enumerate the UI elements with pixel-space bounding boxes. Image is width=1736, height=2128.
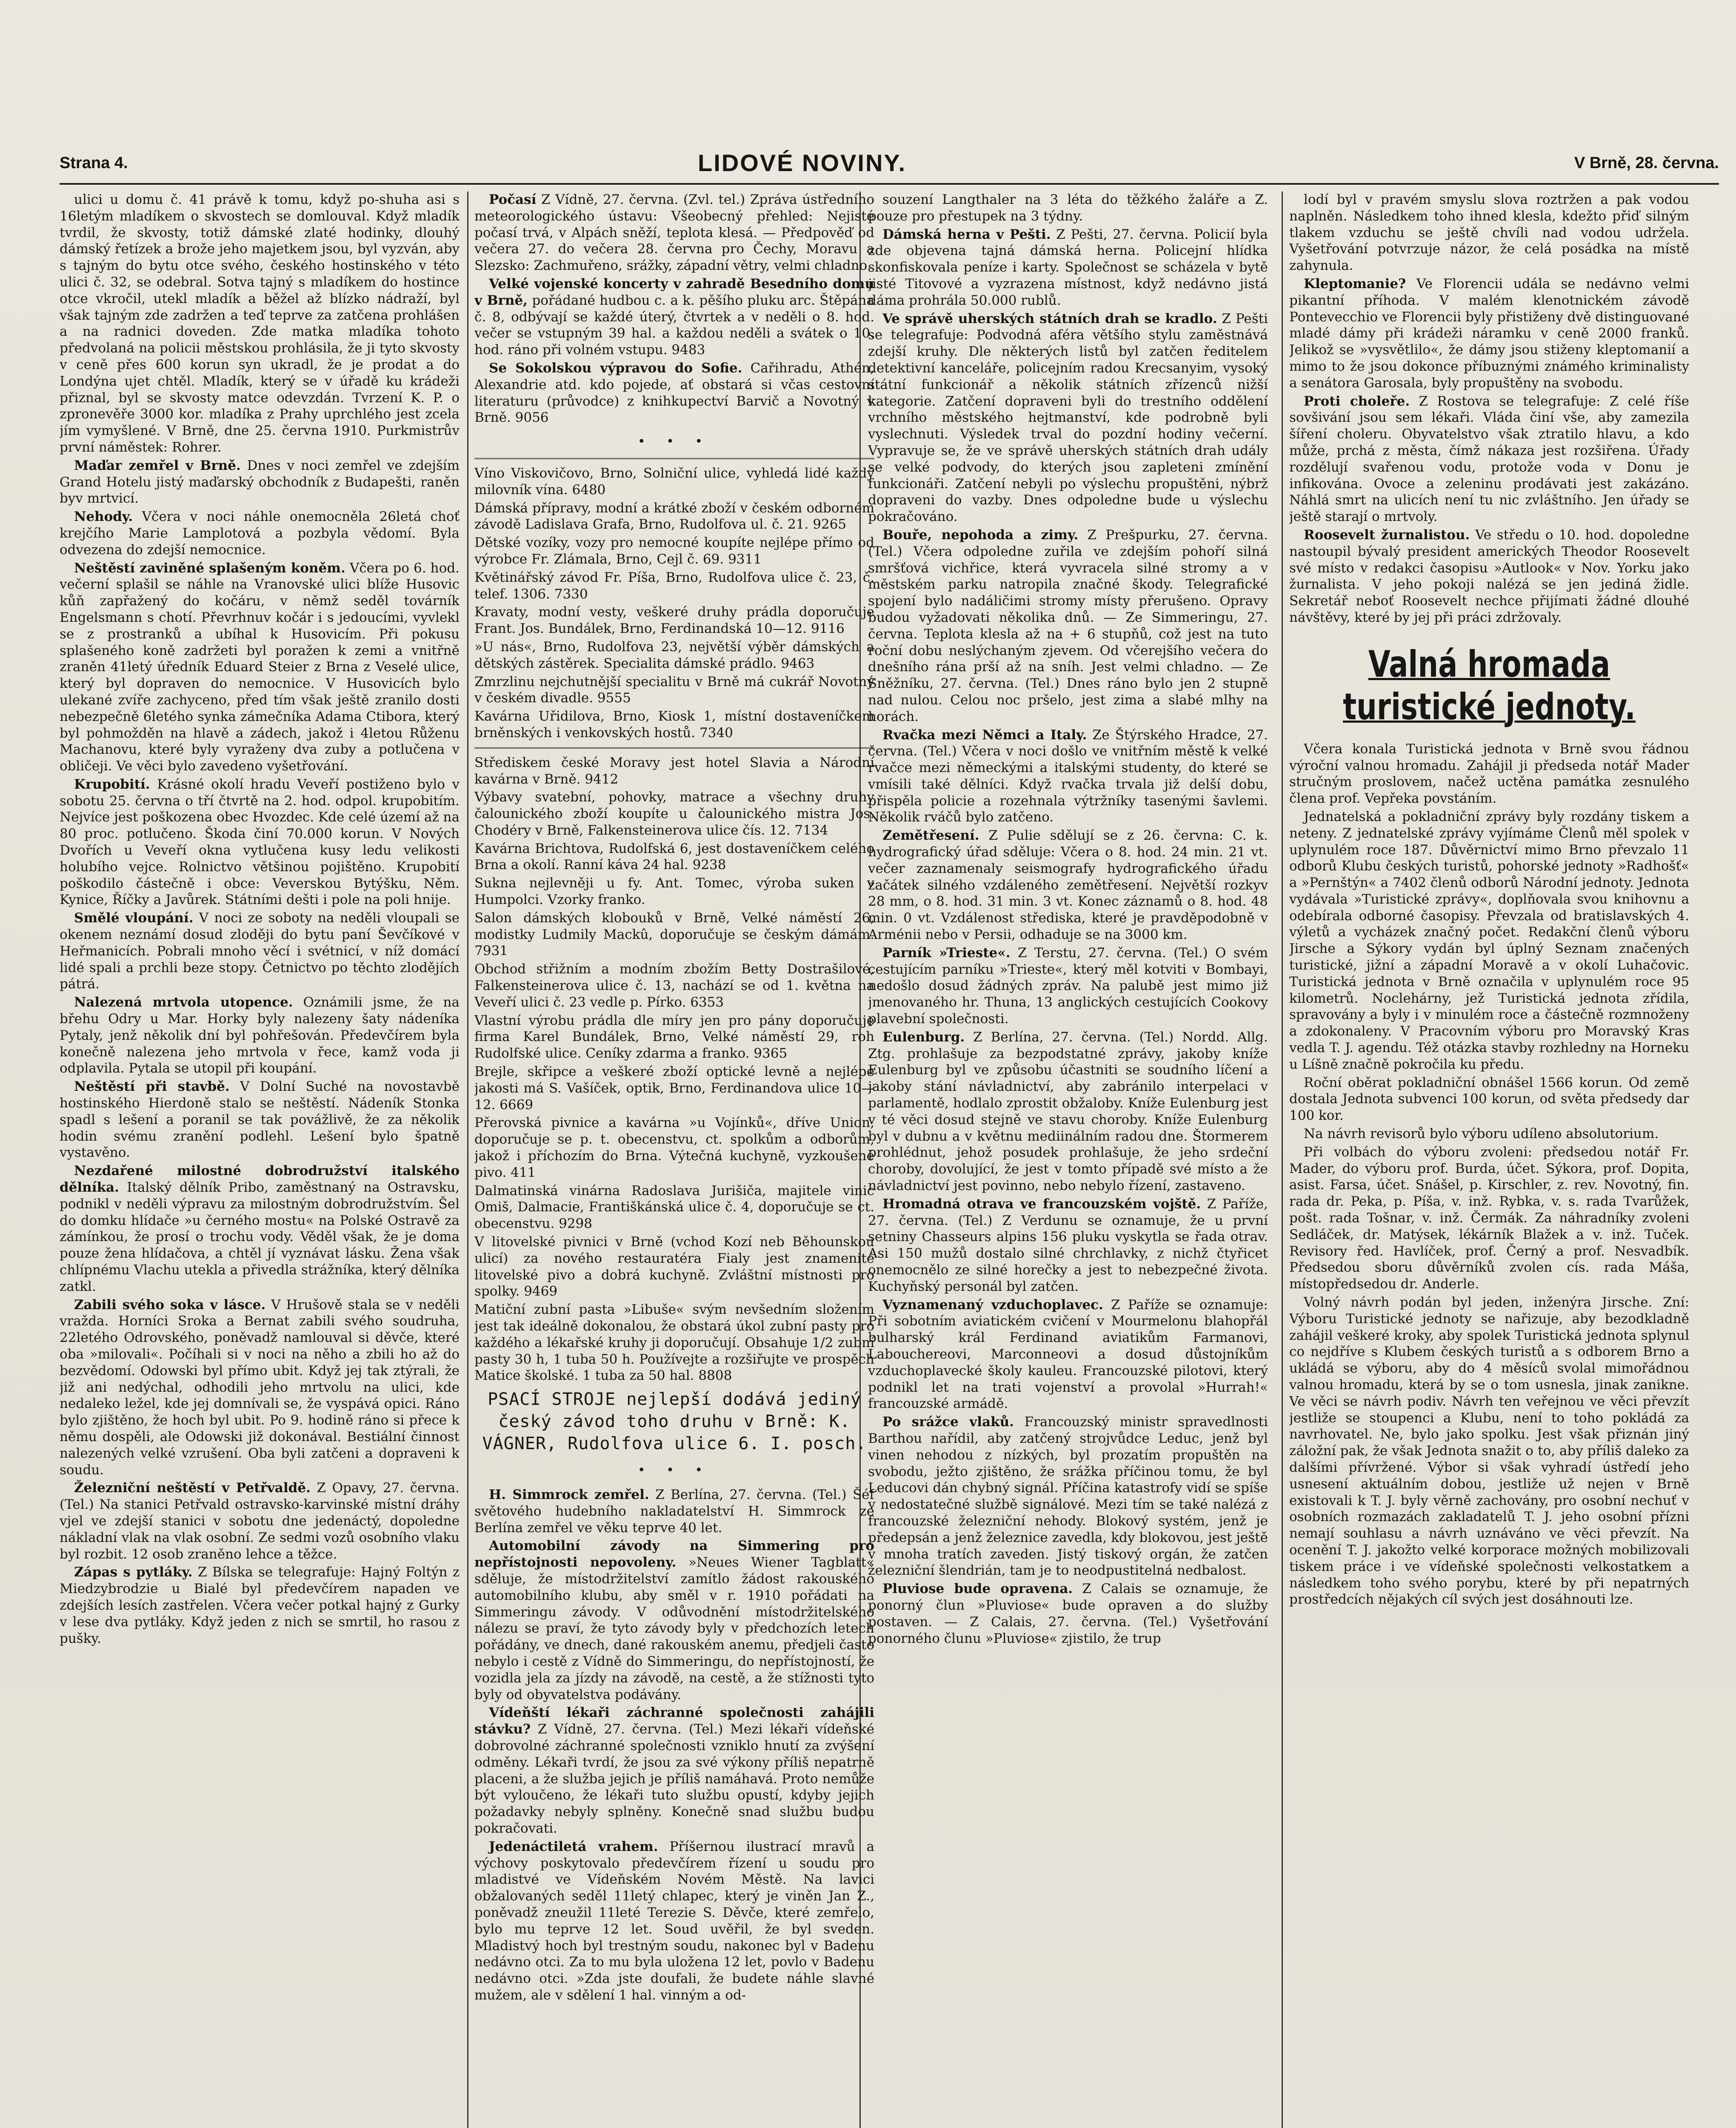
news-heading: Ve správě uherských státních drah se kradlo.	[882, 311, 1217, 326]
news-item	[868, 945, 1268, 1027]
news-text: Z Vídně, 27. června. (Tel.) Mezi lékaři vídeňské dobrovolné záchranné společnosti vzniklo hnutí za zvýšení odměny. Lékaři tvrdí, že jsou za své výkony příliš nepatrně placeni, a že služba jejich je příliš namáhavá. Proto nemůže být vyloučeno, že lékaři tuto službu opustí, kdyby jejich požadavky nebyly splněny. Konečně snad službu budou pokračovati.	[474, 1722, 874, 1836]
news-heading: Nezdařené milostné dobrodružství italského dělníka.	[60, 1163, 460, 1196]
column-4	[1289, 192, 1689, 2128]
news-text: Z Rostova se telegrafuje: Z celé říše sovšivání jsou sem lékaři. Vláda činí vše, aby zamezila šíření choleru. Obyvatelstvo však ztratilo hlavu, a kdo může, prchá z města, čímž nákaza jest rozšiřena. Úřady rozdělují svařenou vodu, protože voda v Donu je infikována. Ovoce a zeleninu prodávati jest zakázáno. Náhlá smrt na ulicích není tu nic zvláštního. Jen úřady se ještě starají o mrtvoly.	[1289, 393, 1689, 525]
news-item	[868, 226, 1268, 309]
news-text: Ve Florencii udála se nedávno velmi pikantní příhoda. V malém klenotnickém závodě Pontevecchio ve Florencii byly přistiženy dvě distinguované mladé dámy při krádeži náramku v ceně 2000 franků. Jelikož se »vysvětlilo«, že dámy jsou stiženy kleptomanií a mimo to že jsou dokonce příbuznými známého kriminalisty a senátora Garosala, byly propuštěny na svobodu.	[1289, 276, 1689, 391]
rule-line	[474, 458, 874, 459]
news-item	[60, 1564, 460, 1647]
column-divider	[1282, 192, 1283, 2128]
news-text: Z Paříže, 27. června. (Tel.) Z Verdunu se oznamuje, že u první setniny Chasseurs alpins 156 pluku vyskytla se řada otrav. Asi 150 mužů dostalo silné chrchlavky, z nichž čtyřicet onemocnělo ze silné horečky a jest to nebezpečné života. Kuchyňský personál byl zatčen.	[868, 1196, 1268, 1294]
news-text: Italský dělník Pribo, zaměstnaný na Ostravsku, podnikl v neděli výpravu za milostným dobrodružstvím. Šel do domku hlídače »u černého mostu« na Polské Ostravě za zámínkou, že prosí o trochu vody. Věděl však, že je doma pouze žena hlídačova, a chtěl jí vyznávat lásku. Žena však chlípnému Vlachu utekla a přivedla strážníka, který dělníka zatkl.	[60, 1180, 460, 1294]
ad-item: Zmrzlinu nejchutnější specialitu v Brně má cukrář Novotný v českém divadle. 9555	[474, 674, 874, 706]
ad-item: Květinářský závod Fr. Píša, Brno, Rudolfova ulice č. 23, č. telef. 1306. 7330	[474, 569, 874, 602]
news-heading: H. Simmrock zemřel.	[489, 1487, 649, 1502]
news-text: Ve středu o 10. hod. dopoledne nastoupil bývalý president amerických Theodor Roosevelt své místo v redakci časopisu »Autlook« v Nov. Yorku jako žurnalista. V jeho pokoji nalézá se jen jediná židle. Sekretář neboť Roosevelt nechce přijímati žádné dlouhé návštěvy, které by jej při práci zdržovaly.	[1289, 527, 1689, 625]
news-text: »Neues Wiener Tagblatt« sděluje, že místodržitelství zamítlo žádost rakouského automobilního klubu, aby směl v r. 1910 pořádati na Simmeringu závody. V odůvodnění místodržitelského nálezu se praví, že tyto závody byly v předchozích letech pořádány, ve dnech, dané rakouském anemu, předjeli často nebylo i cestě z Vídně do Simmeringu, do nepřístojností, že vozidla jela za jízdy na závodě, na cestě, a že stížnosti tyto byly od obyvatelstva podávány.	[474, 1555, 874, 1702]
news-item	[1289, 276, 1689, 392]
news-item	[60, 910, 460, 992]
news-item	[60, 1480, 460, 1562]
ad-item: Obchod střižním a modním zbožím Betty Dostrašilové, Falkensteinerova ulice č. 13, nachází se od 1. května na Veveří ulici č. 23 vedle p. Pírko. 6353	[474, 961, 874, 1010]
rule-line	[474, 747, 874, 749]
classified-ads	[474, 465, 874, 1455]
news-heading: Proti choleře.	[1304, 393, 1410, 409]
news-text: Včera po 6. hod. večerní splašil se náhle na Vranovské ulici blíže Husovic kůň zapřažený do kočáru, v němž seděl továrník Engelsmann s chotí. Převrhnuv kočár i s jedoucími, vyvlekl se z prostranků a ubíhal k Husovicím. Při pokusu splašeného koně zadržeti byl poražen k zemi a vnitřně zraněn 41letý úředník Eduard Steier z Brna z Veselé ulice, který byl dopraven do nemocnice. V Husovicích bylo ulekané zvíře zachyceno, před tím však ještě zranilo dosti nebezpečně 6letého synka zámečníka Adama Ctibora, který byl pohmožděn na hlavě a zádech, jakož i 4letou Růženu Machanovu, které byly vyraženy dva zuby a potlučena v obličeji. Ve věci bylo zavedeno vyšetřování.	[60, 560, 460, 774]
article-paragraph: Včera konala Turistická jednota v Brně svou řádnou výroční valnou hromadu. Zahájil ji předseda notář Mader stručným proslovem, načež uctěna památka zesnulého člena prof. Vepřeka povstáním.	[1289, 741, 1689, 807]
ad-item: Dětské vozíky, vozy pro nemocné koupíte nejlépe přímo od výrobce Fr. Zlámala, Brno, Cejl č. 69. 9311	[474, 535, 874, 567]
article-headline	[1333, 643, 1645, 728]
news-item	[474, 192, 874, 274]
news-heading: Pluviose bude opravena.	[882, 1581, 1073, 1597]
news-item	[474, 1538, 874, 1703]
news-item	[60, 1297, 460, 1479]
news-item	[868, 1196, 1268, 1295]
typewriter-ad: PSACÍ STROJE nejlepší dodává jediný český závod toho druhu v Brně: K. VÁGNER, Rudolfova ulice 6. I. posch.	[482, 1390, 867, 1454]
news-item	[60, 560, 460, 775]
ad-item: Vlastní výrobu prádla dle míry jen pro pány doporučuje firma Karel Bundálek, Brno, Velké náměstí 29, roh Rudolfské ulice. Ceníky zdarma a franko. 9365	[474, 1013, 874, 1061]
page-number: Strana 4.	[60, 154, 128, 172]
news-heading: Neštěstí zaviněné splašeným koněm.	[74, 560, 345, 576]
news-heading: Nalezená mrtvola utopence.	[74, 995, 293, 1010]
news-item	[868, 527, 1268, 725]
news-heading: Velké vojenské koncerty v zahradě Besedního domu v Brně,	[474, 276, 874, 308]
news-item	[474, 1705, 874, 1836]
article-paragraph: ulici u domu č. 41 právě k tomu, když po-shuha asi s 16letým mladíkem o skvostech se domlouval. Když mladík tvrdil, že skvosty, totiž dámské zlaté hodinky, dlouhý dámský řetízek a brože jeho majetkem jsou, byl vyzván, aby s tajným do bytu otce svého, českého hostinského v této ulici č. 32, se odebral. Sotva tajný s mladíkem do hostince otce vkročil, utekl mladík a běžel až blízko nádraží, byl však tajným zde zadržen a teď teprve za zatčena prohlášen a na radnici doveden. Zde matka mladíka tohoto předvolaná na policii městskou prohlásila, že ji tyto skvosty v ceně přes 600 korun syn ukradl, že je prodat a do Londýna ujet chtěl. Mladík, který se v úřadě ku krádeži přiznal, byl se skvosty matce odevzdán. Tvrzení K. P. o zpronevěře 3000 kor. mladíka z Prahy uprchlého jest zcela jím vymyšlené. V Brně, dne 25. června 1910. Purkmistrův první náměstek: Rohrer.	[60, 192, 460, 455]
news-heading: Krupobití.	[74, 776, 150, 792]
news-text: Oznámili jsme, že na břehu Odry u Mar. Horky byly nalezeny šaty nádeníka Pytaly, jenž několik dní byl pohřešován. Předevčírem byla konečně nalezena jeho mrtvola v řece, kamž voda ji odplavila. Pytala se utopil při koupání.	[60, 995, 460, 1076]
news-text: Krásné okolí hradu Veveří postiženo bylo v sobotu 25. června o tří čtvrtě na 2. hod. odpol. krupobitím. Nejvíce jest poškozena obec Hvozdec. Kde celé území až na 80 proc. potlučeno. Škoda činí 70.000 korun. V Nových Dvořích u Veveří okna vytlučena kusy ledu velikosti holubího vejce. Rolnictvo většinou pojištěno. Krupobití poškodilo částečně i obce: Veverskou Bytýšku, Něm. Kynice, Říčky a Javůrek. Státními dešti i pole na poli hnije.	[60, 776, 460, 908]
column-1	[60, 192, 460, 2128]
news-item	[60, 994, 460, 1077]
news-text: Z Terstu, 27. června. (Tel.) O svém cestujícím parníku »Trieste«, který měl kotviti v Bombayi, nedošlo dosud žádných zpráv. Na palubě jest mimo již jmenovaného hr. Thuna, 13 anglických cestujících Cookovy plavební společnosti.	[868, 945, 1268, 1027]
news-heading: Maďar zemřel v Brně.	[74, 458, 241, 473]
news-item	[474, 1839, 874, 2004]
news-heading: Roosevelt žurnalistou.	[1304, 527, 1470, 543]
news-text: V Hrušově stala se v neděli vražda. Horníci Sroka a Bernat zabili svého soudruha, 22letého Odrovského, poněvadž namlouval si děvče, které oba »milovali«. Počíhali si v noci na něho a zbili ho až do bezvědomí. Odowski byl přímo ubit. Když jej tak ztýrali, že již ani nedýchal, odhodili jeho mrtvolu na ulici, kde nedaleko ležel, kde jej domnívali se, že vyspává opici. Ráno bylo zjištěno, že hoch byl ubit. Po 9. hodině ráno si přece k němu dospěli, ale Odowski již dokonával. Bestiální činnost nalezených velké vzrušení. Oba byli zatčeni a dopraveni k soudu.	[60, 1297, 460, 1478]
news-text: Z Pulie sdělují se z 26. června: C. k. hydrografický úřad sděluje: Včera o 8. hod. 24 min. 21 vt. večer zaznamenaly seismografy hydrografického úřadu začátek silného vzdáleného zemětřesení. Největší rozkyv 28 mm, o 8. hod. 31 min. 3 vt. Konec záznamů o 8. hod. 48 min. 0 vt. Vzdálenost střediska, které je pravděpodobně v Arménii nebo v Persii, odhaduje se na 3000 km.	[868, 828, 1268, 943]
news-text: Z Bílska se telegrafuje: Hajný Foltýn z Miedzybrodzie u Bialé byl předevčírem napaden ve zdejších lesích zastřelen. Včera večer potkal hajný z Gurky v lese dva pytláky. Když jeden z nich se smrtil, ho rasou z pušky.	[60, 1565, 460, 1646]
news-heading: Neštěstí při stavbě.	[74, 1079, 230, 1095]
news-text: Z Vídně, 27. června. (Zvl. tel.) Zpráva ústředního meteorologického ústavu: Všeobecný přehled: Nejisté počasí trvá, v Alpách sněží, teplota klesá. — Předpověď od večera 27. do večera 28. června pro Čechy, Moravu a Slezsko: Zachmuřeno, srážky, západní větry, velmi chladno.	[474, 192, 874, 274]
news-item	[1289, 393, 1689, 525]
news-text: Z Paříže se oznamuje: Při sobotním aviatickém cvičení v Mourmelonu blahopřál bulharský král Ferdinand aviatikům Farmanovi, Labouchereovi, Marconneovi a dosud důstojníkům vzduchoplavecké školy kauleu. Francouzské pilotovi, který podnikl let na trati vojenství a provolal »Hurrah!« francouzské armádě.	[868, 1297, 1268, 1412]
article-paragraph: souzení Langthaler na 3 léta do těžkého žaláře a Z. pouze pro přestupek na 3 týdny.	[868, 192, 1268, 224]
ad-item: Dámská přípravy, modní a krátké zboží v českém odborném závodě Ladislava Grafa, Brno, Rudolfova ul. č. 21. 9265	[474, 500, 874, 532]
ad-item: Výbavy svatební, pohovky, matrace a všechny druhy čalounického zboží koupíte u čalounického mistra Jos. Chodéry v Brně, Falkensteinerova ulice čís. 12. 7134	[474, 789, 874, 838]
ad-item: Salon dámských klobouků v Brně, Velké náměstí 26, modistky Ludmily Mackû, doporučuje se českým dámám. 7931	[474, 910, 874, 959]
article-paragraph: Na návrh revisorů bylo výboru udíleno absolutorium.	[1304, 1126, 1659, 1142]
news-item	[60, 1163, 460, 1295]
news-item	[60, 776, 460, 908]
news-item	[474, 1487, 874, 1536]
ad-item: »U nás«, Brno, Rudolfova 23, největší výběr dámských a dětských zástěrek. Specialita dámské prádlo. 9463	[474, 639, 874, 671]
news-heading: Zemětřesení.	[882, 828, 979, 844]
news-item	[868, 1581, 1268, 1647]
news-item	[60, 458, 460, 507]
ad-item: Dalmatinská vinárna Radoslava Jurišiča, majitele vinic Omiš, Dalmacie, Františkánská ulice č. 4, doporučuje se ct. obecenstvu. 9298	[474, 1183, 874, 1232]
news-item	[868, 1029, 1268, 1194]
news-text: Dnes v noci zemřel ve zdejším Grand Hotelu jistý maďarský obchodník z Budapešti, raněn byv mrtvicí.	[60, 458, 460, 506]
article-paragraph: Při volbách do výboru zvoleni: předsedou notář Fr. Mader, do výboru prof. Burda, účet. Sýkora, prof. Dopita, asist. Farsa, účet. Snášel, p. Kirschler, z. rev. Novotný, fin. rada dr. Peka, p. Píša, v. inž. Rybka, v. s. rada Tvarůžek, pošt. rada Tošnar, v. inž. Čermák. Za náhradníky zvoleni Sedláček, dr. Matýsek, lékárník Blažek a v. inž. Tuček. Revisory řed. Havlíček, prof. Černý a prof. Nesvadbík. Předsedou sboru důvěrníků zvolen cís. rada Máša, místopředsedou dr. Anderle.	[1289, 1144, 1689, 1292]
headline-text: Valná hromada turistické jednoty.	[1343, 643, 1636, 728]
news-item	[868, 1297, 1268, 1413]
ad-item: Kavárna Uřidilova, Brno, Kiosk 1, místní dostaveníčkem brněnských i venkovských hostů. 7340	[474, 709, 874, 741]
news-text: Včera v noci náhle onemocněla 26letá choť krejčího Marie Lamplotová a pozbyla vědomí. Byla odvezena do zdejší nemocnice.	[60, 509, 460, 558]
news-text: Z Calais se oznamuje, že ponorný člun »Pluviose« bude opraven a do služby postaven. — Z Calais, 27. června. (Tel.) Vyšetřování ponorného člunu »Pluviose« zjistilo, že trup	[868, 1581, 1268, 1646]
news-text: Z Berlína, 27. června. (Tel.) Nordd. Allg. Ztg. prohlašuje za bezpodstatné zprávy, jakoby kníže Eulenburg byl ve způsobu účastniti se soudního líčení a jakoby stání návladnictví, aby zabránilo interpelaci v parlamentě, hodlalo zprostit obžaloby. Kníže Eulenburg jest v té věci dosud stejně ve stavu choroby. Kníže Eulenburg byl v dubnu a v květnu mediinálním radou dne. Štormerem prohlédnut, jehož posudek prohlašuje, že jeho srdeční choroby, dovolující, že jest v tomto případě své místo a že návladnictví jest povinno, nebo nebylo řízení, zastaveno.	[868, 1029, 1268, 1194]
news-text: V Dolní Suché na novostavbě hostinského Hierdoně stalo se neštěstí. Nádeník Stonka spadl s lešení a poranil se tak povážlivě, že za několik hodin svému zranění podlehl. Lešení bylo špatně vystavěno.	[60, 1079, 460, 1161]
issue-date: V Brně, 28. června.	[1574, 154, 1719, 172]
ad-item: Brejle, skřipce a veškeré zboží optické levně a nejlépe jakosti má S. Vašíček, optik, Brno, Ferdinandova ulice 10—12. 6669	[474, 1064, 874, 1113]
news-item	[60, 1078, 460, 1161]
news-heading: Eulenburg.	[882, 1029, 965, 1045]
news-heading: Dámská herna v Pešti.	[882, 226, 1051, 242]
news-item	[868, 827, 1268, 943]
news-text: Z Pešti se telegrafuje: Podvodná aféra většího stylu zaměstnává zdejší kruhy. Dle některých listů byl zatčen ředitelem detektivní kanceláře, policejním radou Krecsanyim, vysoký státní funkcionář a několik státních zřízenců nižší kategorie. Zatčení dopraveni byli do trestního oddělení vrchního městského hejtmanství, kde podrobně byli vyslechnuti. Výsledek trval do pozdní hodiny večerní. Vypravuje se, že ve správě uherských státních drah udály se velké podvody, do kterých jsou zapleteni zmínění funkcionáři. Zatčení nebyli po výslechu propuštěni, nýbrž dopraveni do vazby. Dnes odpoledne bude u výslechu pokračováno.	[868, 311, 1268, 525]
ad-item: Přerovská pivnice a kavárna »u Vojínků«, dříve Union, doporučuje se p. t. obecenstvu, ct. spolkům a odborům, jakož i příchozím do Brna. Výtečná kuchyně, vyzkoušené pivo. 411	[474, 1115, 874, 1180]
masthead-title: LIDOVÉ NOVINY.	[698, 149, 907, 176]
news-heading: Jedenáctiletá vrahem.	[489, 1839, 658, 1854]
column-2	[474, 192, 874, 2128]
news-heading: Železniční neštěstí v Petřvaldě.	[74, 1480, 311, 1496]
ad-item: V litovelské pivnici v Brně (vchod Kozí neb Běhounskou ulicí) za nového restauratéra Fialy jest znamenité litovelské pivo a dobrá kuchyně. Zvláštní místnosti pro spolky. 9469	[474, 1234, 874, 1299]
column-3	[868, 192, 1268, 2128]
news-text: Z Opavy, 27. června. (Tel.) Na stanici Petřvald ostravsko-karvinské místní dráhy vjel ve zdejší stanici v sobotu dne jedenáctý, dopoledne nákladní vlak na vlak osobní. Ze sedmi vozů osobního vlaku byl rozbit. 12 osob zraněno lehce a těžce.	[60, 1480, 460, 1562]
section-separator: • • •	[637, 1463, 711, 1478]
column-divider	[467, 192, 468, 2128]
news-heading: Parník »Trieste«.	[882, 945, 1011, 961]
news-item	[60, 509, 460, 558]
news-heading: Rvačka mezi Němci a Italy.	[882, 727, 1087, 743]
section-separator: • • •	[637, 434, 711, 449]
news-item	[868, 727, 1268, 826]
ad-item: Víno Viskovičovo, Brno, Solniční ulice, vyhledá lidé každý milovník vína. 6480	[474, 465, 874, 498]
news-item	[868, 1414, 1268, 1579]
ad-item: Střediskem české Moravy jest hotel Slavia a Národní kavárna v Brně. 9412	[474, 755, 874, 787]
news-heading: Nehody.	[74, 509, 133, 525]
page-header	[60, 149, 1719, 185]
ad-item: Matiční zubní pasta »Libuše« svým nevšedním složením jest tak ideálně dokonalou, že obstará úkol zubní pasty pro každého a lékařské kruhy ji doporučují. Obsahuje 1/2 zubní pasty 30 h, 1 tuba 50 h. Používejte a rozšiřujte ve prospěch Matice školské. 1 tuba za 50 hal. 8808	[474, 1302, 874, 1384]
news-heading: Bouře, nepohoda a zimy.	[882, 527, 1079, 543]
news-text: V noci ze soboty na neděli vloupali se okenem neznámí dosud zloději do bytu paní Ševčíkové v Heřmanicích. Pobrali mnoho věcí i svétnicí, v níž domácí lidé spali a prchli beze stopy. Četnictvo po těchto zlodějích pátrá.	[60, 910, 460, 992]
article-paragraph: lodí byl v pravém smyslu slova roztržen a pak vodou naplněn. Následkem toho ihned klesla, kdežto přiď silným tlakem vzduchu se ještě chvíli nad vodou udržela. Vyšetřování potvrzuje názor, že celá posádka na místě zahynula.	[1289, 192, 1689, 274]
news-text: Z Pešti, 27. června. Policií byla zde objevena tajná dámská herna. Policejní hlídka skonfiskovala peníze i karty. Společnost se scházela v bytě jisté Titovové a vyzrazena místnost, když nedávno jistá dáma prohrála 50.000 rublů.	[868, 226, 1268, 308]
news-heading: Počasí	[489, 192, 537, 207]
news-heading: Automobilní závody na Simmering pro nepřístojnosti nepovoleny.	[474, 1538, 874, 1570]
article-paragraph: Volný návrh podán byl jeden, inženýra Jirsche. Zní: Výboru Turistické jednoty se nařizuje, aby bezodkladně zahájil veškeré kroky, aby spolek Turistická jednota splynul co nejdříve s Klubem českých turistů a s odborem Brno a ukládá se výboru, aby do 4 měsíců svolal mimořádnou valnou hromadu, která by se o tom usnesla, jinak zanikne. Ve věci se návrh podiv. Návrh ten veřejnou ve věci převzít jestliže se stoupenci a Klubu, není to toho pokládá za navrhovatel. Ne, bylo jako spolku. Jest však přiznán jiný záložní pak, že však Jednota snažit o to, aby příliš daleko za dalšími přívržené. Výbor si však vyhradí ústředí jeho usnesení aktuálním dobou, jestliže už nejen v Brně existovali k T. J. byly věrně zachovány, pro osobní nechuť v osobních rozmazách zakladatelů T. J. jeho osobní přízni nemají souhlasu a návrh uznáváno ve věci převzít. Na ocenění T. J. jakožto velké korporace možných mobilizovali tiskem práce i ve vídeňské společnosti velkostatkem a následkem toho svého porybu, které by při nepatrných prostředcích nějakých cíl svých jest dosáhnouti lze.	[1289, 1295, 1689, 1607]
news-heading: Se Sokolskou výpravou do Sofie.	[489, 360, 742, 376]
news-heading: Smělé vloupání.	[74, 910, 194, 926]
news-heading: Po srážce vlaků.	[882, 1414, 1014, 1430]
news-text: Francouzský ministr spravedlnosti Barthou nařídil, aby zatčený strojvůdce Leduc, jenž byl vinen nehodou z nízkých, byl prozatím propuštěn na svobodu, ježto zjištěno, že srážka příčinou tomu, že byl Leducovi dán chybný signál. Příčina katastrofy vidí se spíše v nedostatečné službě signálové. Mezi tím se také nalézá z francouzské železniční nehody. Blokový systém, jenž je předepsán a jenž železnice zavedla, kdy blokovou, jest ještě v mnoha tratích zaveden. Jistý tiskový orgán, že zatčen železniční šlendrián, tam je to neodpustitelná nedbalost.	[868, 1414, 1268, 1579]
news-item	[868, 311, 1268, 525]
news-text: pořádané hudbou c. a k. pěšího pluku arc. Štěpána č. 8, odbývají se každé úterý, čtvrtek a v neděli o 8. hod. večer se vstupným 39 hal. a každou neděli a svátek o 10. hod. ráno při volném vstupu. 9483	[474, 292, 874, 358]
ad-item: Sukna nejlevněji u fy. Ant. Tomec, výroba suken v Humpolci. Vzorky franko.	[474, 875, 874, 908]
news-item	[474, 360, 874, 426]
news-text: Ze Štýrského Hradce, 27. června. (Tel.) Včera v noci došlo ve vnitřním městě k velké rvačce mezi německými a italskými studenty, do které se vmísili také dělníci. Když rvačka trvala již delší dobu, přispěla policie a rozehnala výtržníky tasenými šavlemi. Několik rváčů bylo zatčeno.	[868, 727, 1268, 825]
news-heading: Vídeňští lékaři záchranné společnosti zahájili stávku?	[474, 1705, 874, 1737]
news-item	[474, 276, 874, 358]
news-heading: Vyznamenaný vzduchoplavec.	[882, 1297, 1103, 1313]
news-heading: Zabili svého soka v lásce.	[74, 1297, 266, 1313]
ad-item: Kravaty, modní vesty, veškeré druhy prádla doporučuje Frant. Jos. Bundálek, Brno, Ferdinandská 10—12. 9116	[474, 604, 874, 637]
ad-item: Kavárna Brichtova, Rudolfská 6, jest dostaveníčkem celého Brna a okolí. Ranní káva 24 hal. 9238	[474, 841, 874, 873]
news-text: Příšernou ilustrací mravů a výchovy poskytovalo předevčírem řízení u soudu pro mladistvé ve Vídeňském Novém Městě. Na lavici obžalovaných seděl 11letý chlapec, který je viněn Jan Z., poněvadž zneužil 11leté Terezie S. Děvče, které zemřelo, bylo mu teprve 12 let. Soud uvěřil, že byl sveden. Mladistvý hoch byl trestným soudu, nakonec byl v Badenu nedávno otci. Za to mu byla uložena 12 let, povlo v Badenu nedávno otci. »Zda jste doufali, že budete náhle slavné mužem, ale v sdělení 1 hal. vinným a od-	[474, 1839, 874, 2003]
news-heading: Zápas s pytláky.	[74, 1565, 193, 1580]
news-heading: Kleptomanie?	[1304, 276, 1406, 292]
article-paragraph: Jednatelská a pokladniční zprávy byly rozdány tiskem a neteny. Z jednatelské zprávy vyjímáme Členů měl spolek v uplynulém roce 187. Důvěrnictví mimo Brno převzalo 11 odborů Klubu českých turistů, pohorské jednoty »Radhošť« a »Pernštýn« a 7402 členů odborů Národní jednoty. Jednota vydávala »Turistické zprávy«, doplňovala svou knihovnu a odebírala odborné časopisy. Převzala od bratislavských 4. výletů a vycházek značný počet. Redakční členů výboru Jirsche a Sýkory vydán byl úplný Seznam značených turistické, jižní a západní Moravě a v okolí Luhačovic. Turistická jednota v Brně označila v uplynulém roce 95 kilometrů. Noclehárny, jež Turistická jednota zřídila, spravovány a byly i v minulém roce a částečně rozmnoženy a zdokonaleny. V Pracovním výboru pro Moravský Kras vedla T. J. agendu. Též otázka stavby rozhledny na Horneku u Líšně značně pokročila ku předu.	[1289, 809, 1689, 1072]
news-text: Cařihradu, Athén, Alexandrie atd. kdo pojede, ať obstará si včas cestovní literaturu (průvodce) z knihkupectví Barvič a Novotný v Brně. 9056	[474, 360, 874, 426]
news-text: Z Berlína, 27. června. (Tel.) Šéf světového hudebního nakladatelství H. Simmrock ze Berlína zemřel ve věku teprve 40 let.	[474, 1487, 874, 1536]
news-text: Z Prešpurku, 27. června. (Tel.) Včera odpoledne zuřila ve zdejším pohoří silná smršťová vichřice, která vyvracela silné stromy a v městském parku natropila značné škody. Telegrafické spojení bylo nadáličimi stromy místy přerušeno. Opravy budou vyžadovati několika dnů. — Ze Simmeringu, 27. června. Teplota klesla až na + 6 stupňů, což jest na tuto roční dobu neslýchaným zjevem. Od včerejšího večera do dnešního rána prší až na sníh. Jest velmi chladno. — Ze Sněžníku, 27. června. (Tel.) Dnes ráno bylo jen 2 stupně nad nulou. Celou noc pršelo, jest zima a slabé mlhy na horách.	[868, 527, 1268, 724]
news-item	[1289, 527, 1689, 626]
article-paragraph: Roční oběrat pokladniční obnášel 1566 korun. Od země dostala Jednota subvenci 100 korun, od světa předsedy dar 100 kor.	[1289, 1075, 1689, 1124]
news-heading: Hromadná otrava ve francouzském vojště.	[882, 1196, 1201, 1212]
